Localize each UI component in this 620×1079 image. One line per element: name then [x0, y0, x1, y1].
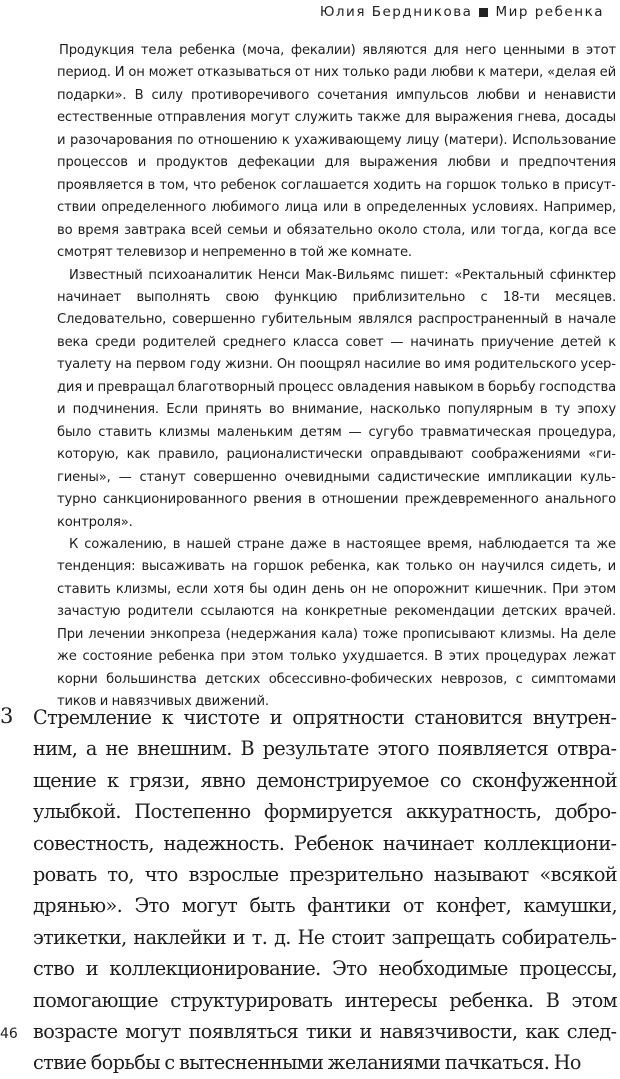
section-body-text: Стремление к чистоте и опрятности становится внутренним, а не внешним. В результате этого появляется отвращение к грязи, явно демонстрируемое со сконфуженной улыбкой. Постепенно формируется аккуратность, добросовестность, надежность. Ребенок начинает коллекционировать то, что взрослые презрительно называют «всякой дрянью». Это могут быть фантики от конфет, камушки, этикетки, наклейки и т. д. Не стоит запрещать собирательство и коллекционирование. Это необходимые процессы, помогающие структурировать интересы ребенка. В этом возрасте могут появляться тики и навязчивости, как следствие борьбы с вытесненными желаниями пачкаться. Но [33, 706, 617, 1075]
running-head-author: Юлия Бердникова [319, 4, 473, 20]
quote-paragraph-2: Известный психоаналитик Ненси Мак-Вильямс пишет: «Ректальный сфинктер начинает выполнять свою функцию приблизительно с 18-ти месяцев. Следовательно, совершенно губительным являлся распространенный в начале века среди родителей среднего класса совет — начинать приучение детей к туалету на первом году жизни. Он поощрял насилие во имя родительского усердия и превращал благотворный процесс овладения навыком в борьбу господства и подчинения. Если принять во внимание, насколько популярным в ту эпоху было ставить клизмы маленьким детям — сугубо травматическая процедура, которую, как правило, рационалистически оправдывают соображениями «гигиены», — станут совершенно очевидными садистические импликации культурно санкционированного рвения в отношении преждевременного анального контроля». [57, 267, 616, 530]
page-number: 46 [0, 1026, 18, 1042]
running-head-book-title: Мир ребенка [495, 4, 604, 20]
section-number: 3 [0, 704, 14, 728]
quote-block [57, 40, 616, 714]
quote-paragraph-1: Продукция тела ребенка (моча, фекалии) являются для него ценными в этот период. И он может отказываться от них только ради любви к матери, «делая ей подарки». В силу противоречивого сочетания импульсов любви и ненависти естественные отправления могут служить также для выражения гнева, досады и разочарования по отношению к ухаживающему лицу (матери). Использование процессов и продуктов дефекации для выражения любви и предпочтения проявляется в том, что ребенок соглашается ходить на горшок только в присутствии определенного любимого лица или в определенных условиях. Например, во время завтрака всей семьи и обязательно около стола, или тогда, когда все смотрят телевизор и непременно в той же комнате. [57, 43, 616, 261]
black-square-icon [479, 8, 488, 17]
running-head [320, 4, 604, 20]
quote-paragraph-3: К сожалению, в нашей стране даже в настоящее время, наблюдается та же тенденция: высаживать на горшок ребенка, как только он научился сидеть, и ставить клизмы, если хотя бы один день он не опорожнит кишечник. При этом зачастую родители ссылаются на конкретные рекомендации детских врачей. При лечении энкопреза (недержания кала) тоже прописывают клизмы. На деле же состояние ребенка при этом только ухудшается. В этих процедурах лежат корни большинства детских обсессивно-фобических неврозов, с симптомами тиков и навязчивых движений. [57, 536, 616, 710]
